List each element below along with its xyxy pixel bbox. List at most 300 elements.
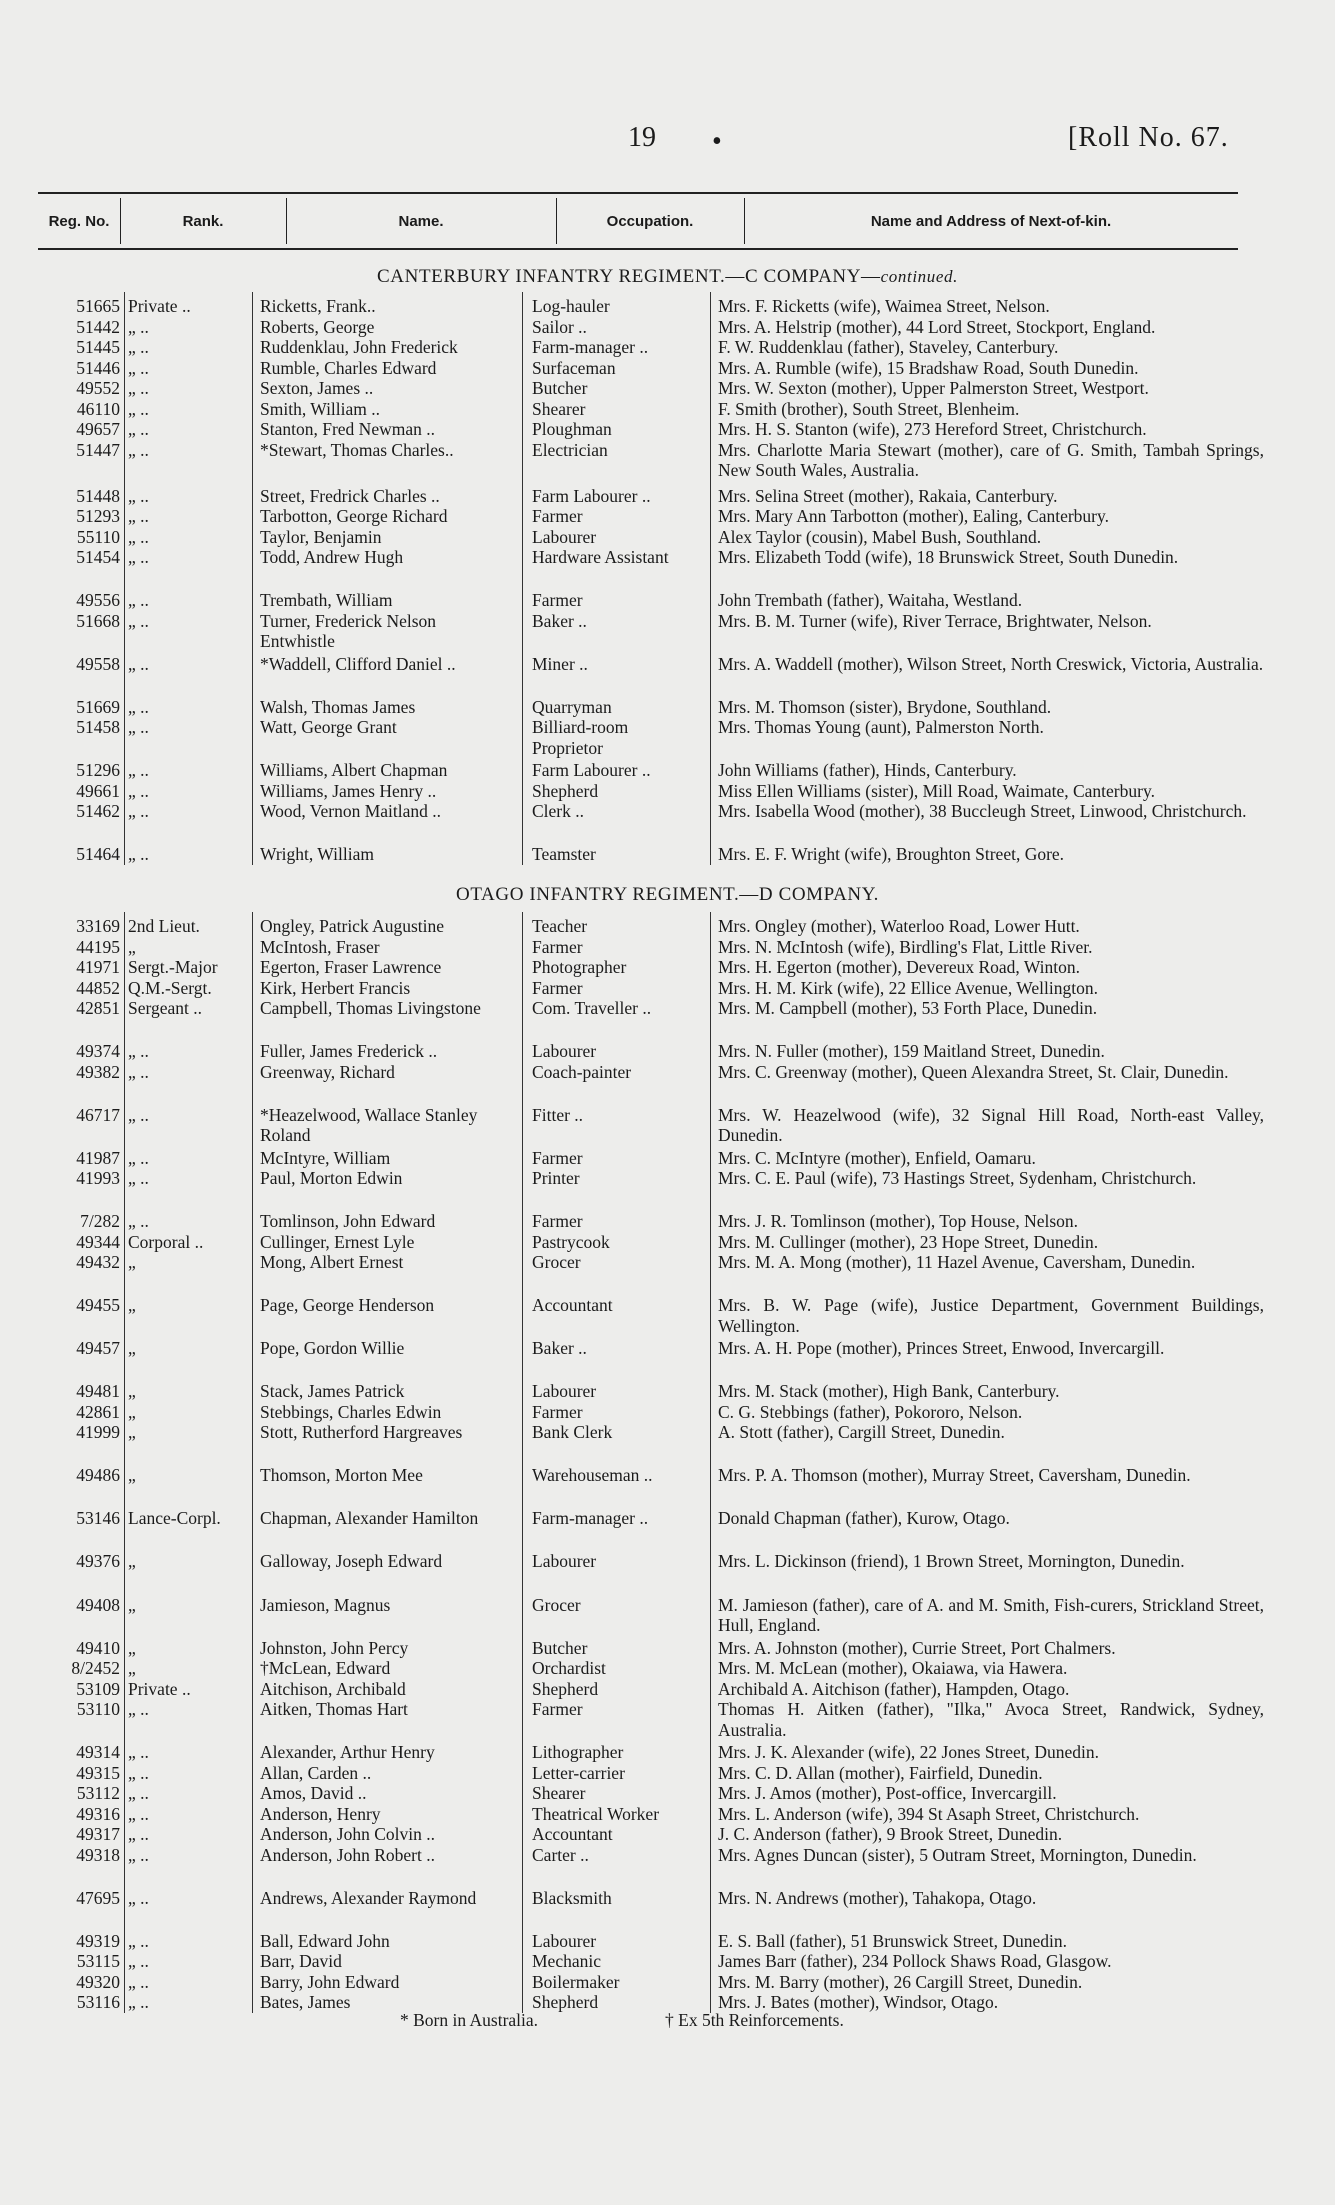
cell-nok: Mrs. P. A. Thomson (mother), Murray Street, Caversham, Dunedin.	[718, 1465, 1191, 1486]
cell-nok: Mrs. F. Ricketts (wife), Waimea Street, Nelson.	[718, 296, 1050, 316]
cell-rank: „ ..	[128, 1699, 149, 1720]
cell-nok: Mrs. N. McIntosh (wife), Birdling's Flat, Little River.	[718, 936, 1093, 957]
cell-reg: 33169	[76, 916, 120, 936]
cell-rank: „ ..	[128, 337, 149, 357]
cell-rank: „	[128, 936, 136, 957]
cell-reg: 51296	[76, 760, 120, 781]
cell-rank: „ ..	[128, 419, 149, 439]
cell-occ: Baker ..	[532, 610, 587, 631]
cell-reg: 51454	[76, 547, 120, 568]
table-row	[0, 1402, 1335, 1423]
cell-name: Trembath, William	[260, 590, 393, 611]
cell-rank: Sergt.-Major	[128, 957, 218, 977]
table-row	[0, 1422, 1335, 1465]
table-row	[0, 1465, 1335, 1508]
table-row	[0, 378, 1335, 399]
cell-occ: Shepherd	[532, 780, 599, 801]
cell-reg: 49315	[76, 1762, 120, 1783]
table-row	[0, 1824, 1335, 1845]
roll-table	[0, 296, 1335, 865]
cell-rank: „ ..	[128, 1951, 149, 1972]
cell-reg: 49408	[76, 1594, 120, 1615]
cell-name: Kirk, Herbert Francis	[260, 977, 411, 998]
cell-occ: Coach-painter	[532, 1061, 632, 1082]
cell-rank: „ ..	[128, 1211, 149, 1232]
cell-nok: Mrs. Thomas Young (aunt), Palmerston North.	[718, 717, 1044, 738]
cell-name: Wood, Vernon Maitland ..	[260, 801, 442, 822]
column-header-name: Name.	[398, 212, 444, 230]
table-row	[0, 1951, 1335, 1972]
cell-reg: 51442	[76, 316, 120, 337]
cell-reg: 49457	[76, 1338, 120, 1359]
cell-nok: Archibald A. Aitchison (father), Hampden, Otago.	[718, 1678, 1070, 1699]
cell-occ: Farmer	[532, 1147, 583, 1168]
cell-reg: 53116	[76, 1992, 120, 2013]
cell-occ: Grocer	[532, 1594, 581, 1615]
cell-rank: „ ..	[128, 801, 149, 822]
cell-occ: Farmer	[532, 590, 583, 611]
cell-reg: 41993	[76, 1168, 120, 1189]
table-row	[0, 1763, 1335, 1784]
cell-nok: Mrs. H. S. Stanton (wife), 273 Hereford Street, Christchurch.	[718, 419, 1147, 439]
table-row	[0, 1804, 1335, 1825]
cell-rank: 2nd Lieut.	[128, 916, 200, 936]
cell-rank: „ ..	[128, 780, 149, 801]
cell-reg: 41999	[76, 1422, 120, 1443]
cell-occ: Labourer	[532, 526, 597, 547]
cell-occ: Labourer	[532, 1930, 597, 1951]
cell-nok: Mrs. W. Sexton (mother), Upper Palmerston Street, Westport.	[718, 378, 1149, 398]
cell-occ: Teamster	[532, 844, 596, 865]
column-header-rank: Rank.	[182, 212, 224, 230]
cell-rank: „	[128, 1637, 136, 1658]
cell-nok: Mrs. A. H. Pope (mother), Princes Street, Enwood, Invercargill.	[718, 1338, 1165, 1359]
cell-occ: Printer	[532, 1168, 580, 1189]
table-row	[0, 1595, 1335, 1638]
cell-nok: F. W. Ruddenklau (father), Staveley, Canterbury.	[718, 337, 1059, 357]
table-row	[0, 1062, 1335, 1105]
cell-reg: 53112	[76, 1783, 120, 1804]
table-row	[0, 1679, 1335, 1700]
cell-nok: Mrs. M. Campbell (mother), 53 Forth Place, Dunedin.	[718, 998, 1098, 1018]
table-row	[0, 1551, 1335, 1594]
cell-rank: „	[128, 1465, 136, 1486]
cell-occ: Farm Labourer ..	[532, 485, 651, 506]
cell-rank: „ ..	[128, 506, 149, 527]
cell-nok: Mrs. Mary Ann Tarbotton (mother), Ealing, Canterbury.	[718, 506, 1109, 527]
cell-occ: Farmer	[532, 1211, 583, 1232]
section-title-suffix: continued.	[880, 267, 958, 286]
cell-occ: Hardware Assistant	[532, 547, 669, 568]
cell-reg: 51293	[76, 506, 120, 527]
cell-reg: 49556	[76, 590, 120, 611]
cell-reg: 51464	[76, 844, 120, 865]
cell-name: Paul, Morton Edwin	[260, 1168, 403, 1189]
cell-name: Street, Fredrick Charles ..	[260, 485, 440, 506]
cell-rank: „ ..	[128, 610, 149, 631]
cell-rank: „ ..	[128, 1803, 149, 1824]
cell-reg: 42851	[76, 998, 120, 1018]
cell-rank: Corporal ..	[128, 1231, 204, 1252]
table-row	[0, 654, 1335, 697]
cell-occ: Bank Clerk	[532, 1422, 613, 1443]
cell-occ: Shearer	[532, 1783, 586, 1804]
cell-name: Egerton, Fraser Lawrence	[260, 957, 442, 977]
cell-occ: Farm Labourer ..	[532, 760, 651, 781]
table-row	[0, 527, 1335, 548]
footnote-born-australia: * Born in Australia.	[400, 2010, 539, 2030]
cell-nok: Mrs. Elizabeth Todd (wife), 18 Brunswick Street, South Dunedin.	[718, 547, 1179, 568]
cell-occ: Shepherd	[532, 1992, 599, 2013]
table-row	[0, 440, 1335, 486]
cell-nok: Mrs. Ongley (mother), Waterloo Road, Lower Hutt.	[718, 916, 1080, 936]
cell-occ: Farm-manager ..	[532, 1508, 649, 1529]
cell-name: Barr, David	[260, 1951, 342, 1972]
cell-reg: 51448	[76, 485, 120, 506]
cell-nok: F. Smith (brother), South Street, Blenheim.	[718, 398, 1020, 419]
table-row	[0, 844, 1335, 865]
cell-name: Ongley, Patrick Augustine	[260, 916, 445, 936]
cell-reg: 7/282	[80, 1211, 120, 1232]
cell-rank: „ ..	[128, 653, 149, 674]
cell-rank: Q.M.-Sergt.	[128, 977, 212, 998]
cell-occ: Accountant	[532, 1824, 613, 1845]
cell-rank: „	[128, 1381, 136, 1402]
table-row	[0, 1931, 1335, 1952]
cell-nok: Mrs. J. R. Tomlinson (mother), Top House, Nelson.	[718, 1211, 1079, 1232]
table-row	[0, 1742, 1335, 1763]
cell-name: Galloway, Joseph Edward	[260, 1551, 443, 1572]
cell-reg: 47695	[76, 1887, 120, 1908]
cell-occ: Log-hauler	[532, 296, 610, 316]
table-row	[0, 1148, 1335, 1169]
cell-nok: Mrs. J. Bates (mother), Windsor, Otago.	[718, 1992, 999, 2013]
cell-rank: „ ..	[128, 590, 149, 611]
cell-reg: 49318	[76, 1844, 120, 1865]
cell-nok: J. C. Anderson (father), 9 Brook Street, Dunedin.	[718, 1824, 1063, 1845]
cell-occ: Farmer	[532, 1401, 583, 1422]
column-divider	[710, 912, 711, 2013]
column-divider	[124, 292, 125, 865]
cell-name: Thomson, Morton Mee	[260, 1465, 423, 1486]
cell-nok: Thomas H. Aitken (father), "Ilka," Avoca Street, Randwick, Sydney, Australia.	[718, 1699, 1264, 1740]
cell-nok: Mrs. Selina Street (mother), Rakaia, Canterbury.	[718, 485, 1058, 506]
cell-reg: 51668	[76, 610, 120, 631]
cell-occ: Boilermaker	[532, 1971, 620, 1992]
cell-rank: „ ..	[128, 760, 149, 781]
cell-nok: Mrs. M. Cullinger (mother), 23 Hope Street, Dunedin.	[718, 1231, 1099, 1252]
cell-occ: Labourer	[532, 1381, 597, 1402]
cell-rank: „ ..	[128, 357, 149, 378]
cell-name: Watt, George Grant	[260, 717, 397, 738]
cell-rank: „ ..	[128, 526, 149, 547]
cell-name: Chapman, Alexander Hamilton	[260, 1508, 479, 1529]
cell-rank: „	[128, 1422, 136, 1443]
page-number: 19	[628, 122, 656, 153]
cell-reg: 49319	[76, 1930, 120, 1951]
cell-nok: Mrs. L. Anderson (wife), 394 St Asaph Street, Christchurch.	[718, 1803, 1140, 1824]
cell-nok: Mrs. A. Johnston (mother), Currie Street, Port Chalmers.	[718, 1637, 1116, 1658]
cell-occ: Farmer	[532, 936, 583, 957]
cell-name: Allan, Carden ..	[260, 1762, 372, 1783]
cell-occ: Farmer	[532, 1699, 583, 1720]
cell-rank: „ ..	[128, 1061, 149, 1082]
cell-name: Bates, James	[260, 1992, 351, 2013]
cell-reg: 53110	[76, 1699, 120, 1720]
table-row	[0, 697, 1335, 718]
table-row	[0, 1972, 1335, 1993]
cell-name: Ruddenklau, John Frederick	[260, 337, 458, 357]
cell-reg: 55110	[76, 526, 120, 547]
cell-name: Campbell, Thomas Livingstone	[260, 998, 481, 1018]
cell-nok: John Trembath (father), Waitaha, Westland.	[718, 590, 1023, 611]
cell-reg: 49382	[76, 1061, 120, 1082]
cell-nok: Mrs. M. A. Mong (mother), 11 Hazel Avenue, Caversham, Dunedin.	[718, 1252, 1196, 1273]
cell-nok: Alex Taylor (cousin), Mabel Bush, Southland.	[718, 526, 1042, 547]
cell-name: Aitchison, Archibald	[260, 1678, 406, 1699]
cell-occ: Billiard-room Proprietor	[532, 717, 629, 758]
table-row	[0, 1338, 1335, 1381]
cell-rank: „ ..	[128, 1844, 149, 1865]
cell-reg: 8/2452	[71, 1658, 120, 1679]
cell-nok: Mrs. C. McIntyre (mother), Enfield, Oamaru.	[718, 1147, 1036, 1168]
cell-occ: Clerk ..	[532, 801, 585, 822]
table-row	[0, 801, 1335, 844]
cell-occ: Teacher	[532, 916, 588, 936]
cell-rank: „ ..	[128, 1930, 149, 1951]
cell-occ: Surfaceman	[532, 357, 616, 378]
cell-occ: Accountant	[532, 1295, 613, 1316]
cell-reg: 51446	[76, 357, 120, 378]
cell-name: Anderson, Henry	[260, 1803, 381, 1824]
cell-occ: Warehouseman ..	[532, 1465, 653, 1486]
cell-name: Stack, James Patrick	[260, 1381, 405, 1402]
column-divider	[252, 292, 253, 865]
section-title	[0, 884, 1335, 906]
section-title	[0, 266, 1335, 288]
cell-reg: 49432	[76, 1252, 120, 1273]
cell-name: Fuller, James Frederick ..	[260, 1041, 438, 1062]
cell-nok: Mrs. B. M. Turner (wife), River Terrace, Brightwater, Nelson.	[718, 610, 1152, 631]
cell-name: Williams, James Henry ..	[260, 780, 437, 801]
cell-name: Stott, Rutherford Hargreaves	[260, 1422, 463, 1443]
cell-occ: Grocer	[532, 1252, 581, 1273]
cell-occ: Theatrical Worker	[532, 1803, 660, 1824]
cell-name: Williams, Albert Chapman	[260, 760, 448, 781]
cell-nok: Mrs. M. McLean (mother), Okaiawa, via Hawera.	[718, 1658, 1068, 1679]
cell-name: Alexander, Arthur Henry	[260, 1742, 435, 1763]
cell-name: Stebbings, Charles Edwin	[260, 1401, 442, 1422]
cell-nok: Mrs. C. E. Paul (wife), 73 Hastings Street, Sydenham, Christchurch.	[718, 1168, 1197, 1189]
cell-reg: 49657	[76, 419, 120, 439]
cell-rank: Private ..	[128, 296, 191, 316]
cell-name: Jamieson, Magnus	[260, 1594, 391, 1615]
cell-name: Wright, William	[260, 844, 374, 865]
cell-reg: 49320	[76, 1971, 120, 1992]
section-title-text: OTAGO INFANTRY REGIMENT.—D COMPANY.	[456, 884, 879, 905]
roll-number: [Roll No. 67.	[1068, 122, 1229, 153]
cell-occ: Com. Traveller ..	[532, 998, 652, 1018]
cell-name: Todd, Andrew Hugh	[260, 547, 404, 568]
column-divider	[124, 912, 125, 2013]
table-row	[0, 358, 1335, 379]
cell-reg: 49661	[76, 780, 120, 801]
cell-rank: „ ..	[128, 696, 149, 717]
cell-reg: 51447	[76, 439, 120, 460]
cell-reg: 49317	[76, 1824, 120, 1845]
cell-name: Taylor, Benjamin	[260, 526, 382, 547]
cell-nok: Mrs. M. Thomson (sister), Brydone, Southland.	[718, 696, 1052, 717]
cell-occ: Farmer	[532, 506, 583, 527]
cell-rank: „	[128, 1594, 136, 1615]
table-row	[0, 781, 1335, 802]
table-row	[0, 1211, 1335, 1232]
cell-name: Ricketts, Frank..	[260, 296, 376, 316]
roll-table	[0, 916, 1335, 2013]
cell-reg: 49552	[76, 378, 120, 398]
cell-reg: 49455	[76, 1295, 120, 1316]
table-row	[0, 317, 1335, 338]
cell-nok: Mrs. A. Helstrip (mother), 44 Lord Street, Stockport, England.	[718, 316, 1156, 337]
cell-nok: Mrs. H. Egerton (mother), Devereux Road, Winton.	[718, 957, 1081, 977]
table-row	[0, 1508, 1335, 1551]
cell-reg: 53109	[76, 1678, 120, 1699]
column-divider	[522, 292, 523, 865]
table-row	[0, 547, 1335, 590]
cell-nok: Mrs. M. Stack (mother), High Bank, Canterbury.	[718, 1381, 1060, 1402]
cell-name: *Waddell, Clifford Daniel ..	[260, 653, 456, 674]
cell-rank: „ ..	[128, 1742, 149, 1763]
cell-reg: 46717	[76, 1104, 120, 1125]
table-row	[0, 337, 1335, 358]
table-row	[0, 1783, 1335, 1804]
cell-reg: 53115	[76, 1951, 120, 1972]
table-row	[0, 1232, 1335, 1253]
cell-occ: Butcher	[532, 1637, 588, 1658]
cell-occ: Shepherd	[532, 1678, 599, 1699]
cell-rank: „ ..	[128, 1168, 149, 1189]
cell-rank: „ ..	[128, 398, 149, 419]
cell-nok: Mrs. W. Heazelwood (wife), 32 Signal Hill Road, North-east Valley, Dunedin.	[718, 1104, 1264, 1146]
cell-occ: Lithographer	[532, 1742, 624, 1763]
table-row	[0, 419, 1335, 440]
table-row	[0, 998, 1335, 1041]
cell-nok: E. S. Ball (father), 51 Brunswick Street, Dunedin.	[718, 1930, 1067, 1951]
cell-nok: Mrs. Isabella Wood (mother), 38 Buccleugh Street, Linwood, Christchurch.	[718, 801, 1247, 822]
cell-reg: 49486	[76, 1465, 120, 1486]
column-header-occupation: Occupation.	[606, 212, 694, 230]
cell-name: Tarbotton, George Richard	[260, 506, 448, 527]
cell-name: *Stewart, Thomas Charles..	[260, 439, 454, 460]
cell-nok: Miss Ellen Williams (sister), Mill Road, Waimate, Canterbury.	[718, 780, 1155, 801]
cell-rank: „ ..	[128, 1824, 149, 1845]
cell-name: Johnston, John Percy	[260, 1637, 409, 1658]
table-row	[0, 717, 1335, 760]
cell-nok: Mrs. Charlotte Maria Stewart (mother), care of G. Smith, Tambah Springs, New South Wales, Australia.	[718, 439, 1264, 480]
table-row	[0, 486, 1335, 507]
cell-name: Page, George Henderson	[260, 1295, 435, 1316]
table-row	[0, 978, 1335, 999]
column-header	[38, 192, 1238, 250]
cell-rank: „ ..	[128, 1887, 149, 1908]
cell-reg: 51445	[76, 337, 120, 357]
cell-rank: „ ..	[128, 439, 149, 460]
cell-reg: 53146	[76, 1508, 120, 1529]
cell-reg: 44195	[76, 936, 120, 957]
cell-nok: A. Stott (father), Cargill Street, Dunedin.	[718, 1422, 1005, 1443]
cell-nok: James Barr (father), 234 Pollock Shaws Road, Glasgow.	[718, 1951, 1112, 1972]
cell-occ: Electrician	[532, 439, 608, 460]
cell-occ: Butcher	[532, 378, 588, 398]
cell-occ: Blacksmith	[532, 1887, 612, 1908]
cell-nok: Mrs. A. Rumble (wife), 15 Bradshaw Road, South Dunedin.	[718, 357, 1139, 378]
cell-reg: 49481	[76, 1381, 120, 1402]
cell-name: Turner, Frederick Nelson Entwhistle	[260, 610, 437, 652]
cell-nok: Mrs. N. Fuller (mother), 159 Maitland Street, Dunedin.	[718, 1041, 1105, 1062]
cell-rank: „ ..	[128, 1971, 149, 1992]
cell-name: Greenway, Richard	[260, 1061, 395, 1082]
table-row	[0, 1658, 1335, 1679]
cell-rank: „	[128, 1338, 136, 1359]
cell-occ: Pastrycook	[532, 1231, 610, 1252]
cell-name: McIntyre, William	[260, 1147, 391, 1168]
table-row	[0, 1845, 1335, 1888]
cell-name: Rumble, Charles Edward	[260, 357, 437, 378]
column-header-reg: Reg. No.	[48, 212, 110, 230]
cell-reg: 51665	[76, 296, 120, 316]
cell-reg: 51669	[76, 696, 120, 717]
table-row	[0, 1381, 1335, 1402]
cell-rank: „	[128, 1295, 136, 1316]
cell-occ: Labourer	[532, 1551, 597, 1572]
cell-reg: 51458	[76, 717, 120, 738]
cell-name: Tomlinson, John Edward	[260, 1211, 436, 1232]
table-row	[0, 937, 1335, 958]
cell-rank: „	[128, 1658, 136, 1679]
cell-rank: „ ..	[128, 316, 149, 337]
page-dot: •	[712, 126, 722, 157]
cell-nok: Mrs. M. Barry (mother), 26 Cargill Street, Dunedin.	[718, 1971, 1083, 1992]
cell-nok: Mrs. C. Greenway (mother), Queen Alexandra Street, St. Clair, Dunedin.	[718, 1061, 1229, 1082]
cell-nok: Mrs. N. Andrews (mother), Tahakopa, Otago.	[718, 1887, 1037, 1908]
cell-nok: Mrs. E. F. Wright (wife), Broughton Street, Gore.	[718, 844, 1065, 865]
cell-occ: Farmer	[532, 977, 583, 998]
section-title-text: CANTERBURY INFANTRY REGIMENT.—C COMPANY—	[377, 266, 881, 287]
cell-occ: Ploughman	[532, 419, 612, 439]
cell-rank: „ ..	[128, 1041, 149, 1062]
cell-name: *Heazelwood, Wallace Stanley Roland	[260, 1104, 478, 1146]
table-row	[0, 611, 1335, 654]
cell-rank: „ ..	[128, 1783, 149, 1804]
cell-name: Smith, William ..	[260, 398, 381, 419]
table-row	[0, 1041, 1335, 1062]
cell-rank: Lance-Corpl.	[128, 1508, 221, 1529]
column-divider	[252, 912, 253, 2013]
table-row	[0, 1105, 1335, 1148]
footnote-reinforcements: † Ex 5th Reinforcements.	[665, 2010, 844, 2030]
cell-name: Ball, Edward John	[260, 1930, 390, 1951]
cell-reg: 49376	[76, 1551, 120, 1572]
table-row	[0, 399, 1335, 420]
table-row	[0, 296, 1335, 317]
column-divider	[710, 292, 711, 865]
cell-name: Mong, Albert Ernest	[260, 1252, 404, 1273]
cell-rank: „ ..	[128, 378, 149, 398]
cell-nok: Mrs. Agnes Duncan (sister), 5 Outram Street, Mornington, Dunedin.	[718, 1844, 1197, 1865]
cell-name: Pope, Gordon Willie	[260, 1338, 405, 1359]
cell-nok: Mrs. H. M. Kirk (wife), 22 Ellice Avenue, Wellington.	[718, 977, 1098, 998]
cell-occ: Miner ..	[532, 653, 588, 674]
